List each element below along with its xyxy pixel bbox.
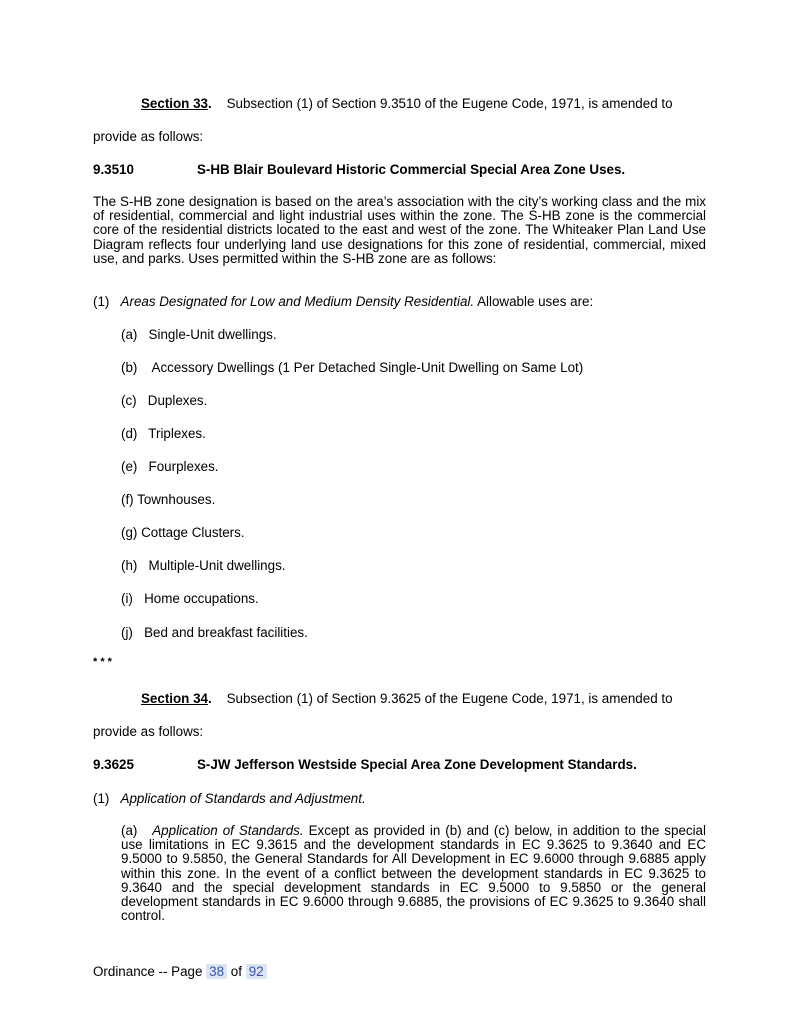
item-1-title: Areas Designated for Low and Medium Density Residential. bbox=[120, 294, 475, 309]
item-1-3625 bbox=[93, 791, 366, 806]
list-item: (d) Triplexes. bbox=[121, 426, 206, 441]
list-item: (e) Fourplexes. bbox=[121, 459, 219, 474]
list-item: (b) Accessory Dwellings (1 Per Detached Single-Unit Dwelling on Same Lot) bbox=[121, 360, 584, 375]
omission-asterisks: * * * bbox=[93, 656, 112, 668]
footer-prefix: Ordinance -- Page bbox=[93, 964, 203, 979]
list-item: (g) Cottage Clusters. bbox=[121, 525, 245, 540]
item-a-num: (a) bbox=[121, 823, 138, 838]
section-34-label: Section 34 bbox=[141, 691, 208, 706]
footer-of: of bbox=[230, 964, 242, 979]
heading-3625-title: S-JW Jefferson Westside Special Area Zone Development Standards. bbox=[197, 757, 637, 772]
heading-3625-number: 9.3625 bbox=[93, 757, 134, 772]
item-a-title: Application of Standards. bbox=[152, 823, 304, 838]
section-34-continuation: provide as follows: bbox=[93, 724, 204, 739]
item-a-text: Except as provided in (b) and (c) below, in addition to the special use limitations in EC 9.3615 and the development standards in EC 9.3625 to 9.3640 and EC 9.5000 to 9.5850, the General Standards for All Development in EC 9.6000 through 9.6885 apply within this zone. In the event of a conflict between the development standards in EC 9.3625 to 9.3640 and the special development standards in EC 9.5000 to 9.5850 or the general development standards in EC 9.6000 through 9.6885, the provisions of EC 9.3625 to 9.3640 shall control. bbox=[121, 823, 706, 924]
page-number: 38 bbox=[206, 964, 227, 979]
list-item: (i) Home occupations. bbox=[121, 591, 259, 606]
section-33-text: Subsection (1) of Section 9.3510 of the Eugene Code, 1971, is amended to bbox=[226, 96, 673, 111]
section-34-intro: Section 34. Subsection (1) of Section 9.3625 of the Eugene Code, 1971, is amended to bbox=[141, 691, 673, 706]
item-1-3625-num: (1) bbox=[93, 791, 110, 806]
item-1-3625-title: Application of Standards and Adjustment. bbox=[120, 791, 366, 806]
section-33-label: Section 33 bbox=[141, 96, 208, 111]
list-item: (a) Single-Unit dwellings. bbox=[121, 327, 277, 342]
page-footer bbox=[93, 964, 267, 979]
item-1-3510 bbox=[93, 294, 593, 309]
paragraph-3510: The S-HB zone designation is based on the area’s association with the city’s working class and the mix of residential, commercial and light industrial uses within the zone. The S-HB zone is the commercial core of the residential districts located to the east and west of the zone. The Whiteaker Plan Land Use Diagram reflects four underlying land use designations for this zone of residential, commercial, mixed use, and parks. Uses permitted within the S-HB zone are as follows: bbox=[93, 194, 706, 266]
page-total: 92 bbox=[246, 964, 267, 979]
item-a-3625 bbox=[121, 824, 706, 923]
item-1-text: Allowable uses are: bbox=[477, 294, 594, 309]
list-item: (h) Multiple-Unit dwellings. bbox=[121, 558, 286, 573]
item-1-num: (1) bbox=[93, 294, 110, 309]
section-33-continuation: provide as follows: bbox=[93, 129, 204, 144]
list-item: (c) Duplexes. bbox=[121, 393, 208, 408]
heading-3510-title: S-HB Blair Boulevard Historic Commercial Special Area Zone Uses. bbox=[197, 162, 626, 177]
list-item: (j) Bed and breakfast facilities. bbox=[121, 625, 308, 640]
list-item: (f) Townhouses. bbox=[121, 492, 216, 507]
section-34-text: Subsection (1) of Section 9.3625 of the Eugene Code, 1971, is amended to bbox=[226, 691, 673, 706]
section-33-intro: Section 33. Subsection (1) of Section 9.3510 of the Eugene Code, 1971, is amended to bbox=[141, 96, 673, 111]
heading-3510-number: 9.3510 bbox=[93, 162, 134, 177]
